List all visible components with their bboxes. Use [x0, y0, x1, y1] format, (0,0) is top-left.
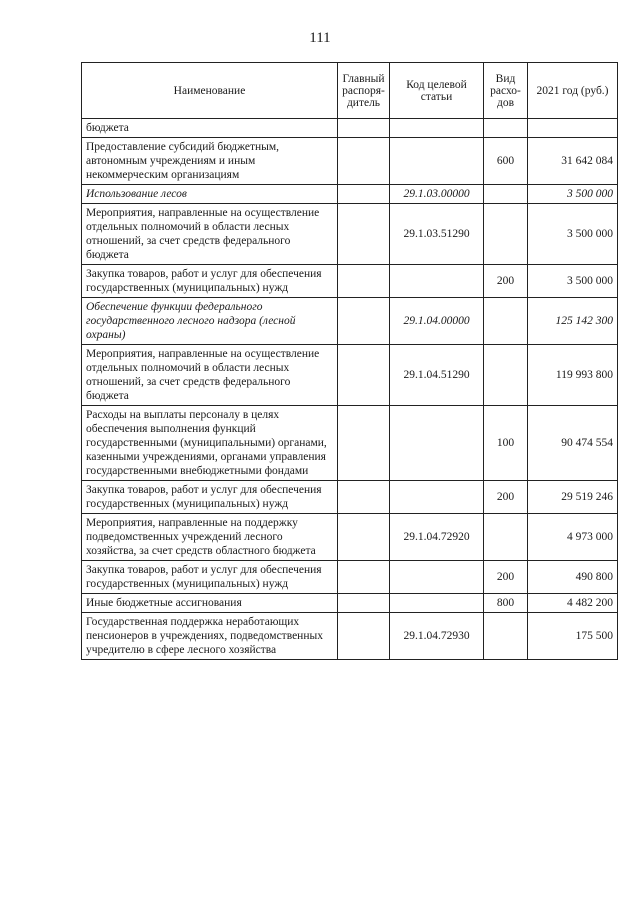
header-name: Наименование	[82, 63, 338, 119]
cell-type: 200	[484, 265, 528, 298]
cell-admin	[338, 298, 390, 345]
cell-code: 29.1.04.51290	[390, 345, 484, 406]
cell-amount: 31 642 084	[528, 138, 618, 185]
cell-code	[390, 138, 484, 185]
cell-code: 29.1.04.72930	[390, 613, 484, 660]
cell-admin	[338, 561, 390, 594]
cell-name: Закупка товаров, работ и услуг для обеспечения государственных (муниципальных) нужд	[82, 265, 338, 298]
cell-admin	[338, 185, 390, 204]
cell-admin	[338, 613, 390, 660]
cell-admin	[338, 138, 390, 185]
cell-name: Мероприятия, направленные на осуществление отдельных полномочий в области лесных отношений, за счет средств федерального бюджета	[82, 345, 338, 406]
cell-type	[484, 613, 528, 660]
cell-name: Обеспечение функции федерального государственного лесного надзора (лесной охраны)	[82, 298, 338, 345]
cell-type	[484, 119, 528, 138]
page-number: 111	[309, 30, 331, 46]
table-row	[82, 204, 618, 265]
cell-type	[484, 204, 528, 265]
cell-admin	[338, 514, 390, 561]
cell-name: Мероприятия, направленные на осуществление отдельных полномочий в области лесных отношений, за счет средств федерального бюджета	[82, 204, 338, 265]
cell-amount: 3 500 000	[528, 265, 618, 298]
cell-name: Государственная поддержка неработающих пенсионеров в учреждениях, подведомственных учредителю в сфере лесного хозяйства	[82, 613, 338, 660]
cell-code	[390, 561, 484, 594]
cell-code	[390, 265, 484, 298]
cell-admin	[338, 481, 390, 514]
cell-amount: 29 519 246	[528, 481, 618, 514]
cell-admin	[338, 406, 390, 481]
cell-name: Иные бюджетные ассигнования	[82, 594, 338, 613]
cell-type: 100	[484, 406, 528, 481]
cell-type	[484, 298, 528, 345]
table-row	[82, 185, 618, 204]
table-body	[82, 119, 618, 660]
table-row	[82, 406, 618, 481]
table-header-row	[82, 63, 618, 119]
cell-code	[390, 481, 484, 514]
cell-admin	[338, 265, 390, 298]
cell-admin	[338, 204, 390, 265]
header-amount: 2021 год (руб.)	[528, 63, 618, 119]
cell-name: Закупка товаров, работ и услуг для обеспечения государственных (муниципальных) нужд	[82, 561, 338, 594]
cell-name: Закупка товаров, работ и услуг для обеспечения государственных (муниципальных) нужд	[82, 481, 338, 514]
cell-amount	[528, 119, 618, 138]
cell-type: 800	[484, 594, 528, 613]
table-row	[82, 594, 618, 613]
cell-amount: 3 500 000	[528, 185, 618, 204]
cell-name: Мероприятия, направленные на поддержку подведомственных учреждений лесного хозяйства, за счет средств областного бюджета	[82, 514, 338, 561]
table-row	[82, 514, 618, 561]
budget-table	[81, 62, 618, 660]
cell-name: бюджета	[82, 119, 338, 138]
cell-admin	[338, 119, 390, 138]
cell-amount: 4 973 000	[528, 514, 618, 561]
cell-type	[484, 345, 528, 406]
cell-code	[390, 406, 484, 481]
table-row	[82, 613, 618, 660]
cell-code: 29.1.03.00000	[390, 185, 484, 204]
cell-code: 29.1.03.51290	[390, 204, 484, 265]
cell-amount: 175 500	[528, 613, 618, 660]
cell-admin	[338, 345, 390, 406]
header-type: Вид расхо-дов	[484, 63, 528, 119]
cell-amount: 90 474 554	[528, 406, 618, 481]
table-row	[82, 561, 618, 594]
header-admin: Главный распоря-дитель	[338, 63, 390, 119]
table-row	[82, 481, 618, 514]
table-row	[82, 345, 618, 406]
cell-type: 600	[484, 138, 528, 185]
cell-type	[484, 185, 528, 204]
cell-amount: 4 482 200	[528, 594, 618, 613]
cell-name: Предоставление субсидий бюджетным, автономным учреждениям и иным некоммерческим организациям	[82, 138, 338, 185]
cell-code	[390, 594, 484, 613]
cell-amount: 490 800	[528, 561, 618, 594]
table-row	[82, 138, 618, 185]
cell-type: 200	[484, 561, 528, 594]
table-row	[82, 265, 618, 298]
table-row	[82, 298, 618, 345]
cell-name: Использование лесов	[82, 185, 338, 204]
cell-type	[484, 514, 528, 561]
cell-code: 29.1.04.00000	[390, 298, 484, 345]
cell-amount: 125 142 300	[528, 298, 618, 345]
cell-amount: 3 500 000	[528, 204, 618, 265]
cell-name: Расходы на выплаты персоналу в целях обеспечения выполнения функций государственными (муниципальными) органами, казенными учреждениями, органами управления государственными внебюджетными фондами	[82, 406, 338, 481]
cell-code	[390, 119, 484, 138]
cell-type: 200	[484, 481, 528, 514]
table-row	[82, 119, 618, 138]
cell-amount: 119 993 800	[528, 345, 618, 406]
cell-admin	[338, 594, 390, 613]
cell-code: 29.1.04.72920	[390, 514, 484, 561]
header-code: Код целевой статьи	[390, 63, 484, 119]
